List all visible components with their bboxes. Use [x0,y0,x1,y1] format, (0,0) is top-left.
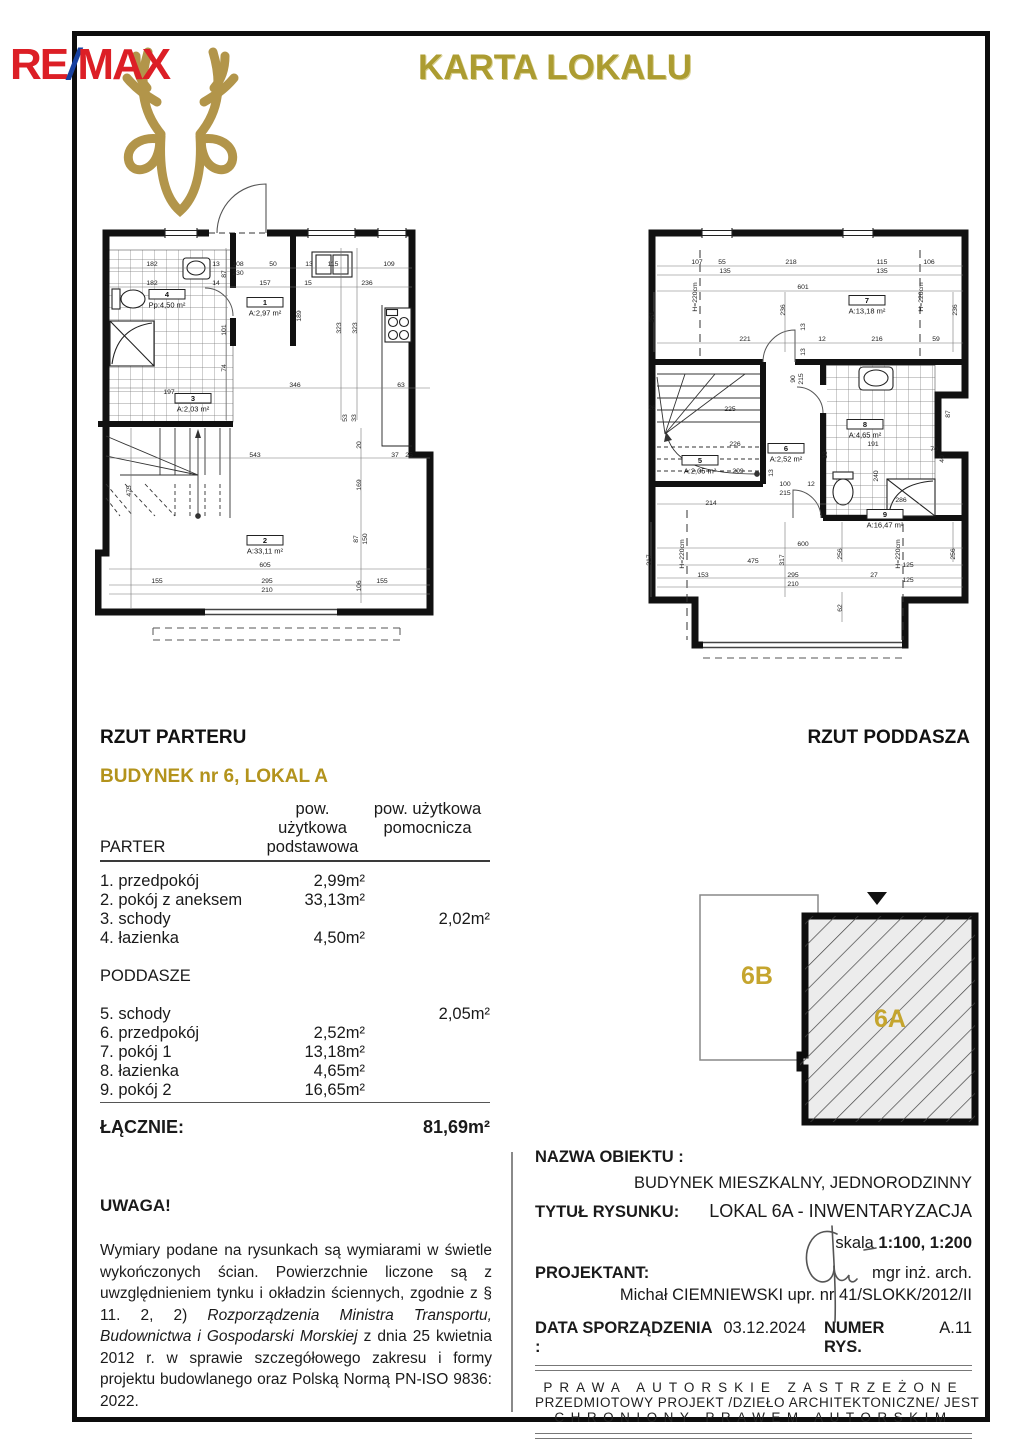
dim-label: H=220cm [895,539,902,569]
cell-basic: 33,13m² [304,891,365,909]
cell-label: 8. łazienka [100,1062,179,1080]
dim-label: 101 [221,324,228,336]
dim-label: 215 [798,373,805,385]
dim-label: 27 [870,572,878,579]
cell-basic [260,1005,365,1024]
dim-label: 14 [212,280,220,287]
dim-label: 74 [221,364,228,372]
table-row [100,1005,490,1024]
dim-label: 215 [779,490,791,497]
dim-label: 153 [697,572,709,579]
dim-label: 125 [902,577,914,584]
section-heading: PODDASZE [100,967,191,985]
parter-floorplan [95,178,440,668]
unit-6b-label: 6B [741,962,773,990]
total-value: 81,69m² [422,1117,490,1137]
dim-label: 53 [342,414,349,422]
parter-caption: RZUT PARTERU [100,727,247,748]
cell-label: 5. schody [100,1005,171,1023]
room-area: A:2,03 m² [176,404,210,414]
dim-label: 115 [327,261,339,268]
skala-row: skala 1:100, 1:200 [835,1234,972,1252]
dim-label: 33 [351,414,358,422]
room-area: A:2,05 m² [683,466,717,476]
cell-basic: 13,18m² [304,1043,365,1061]
cell-basic: 16,65m² [304,1081,365,1099]
dim-label: 150 [362,533,369,545]
table-row [100,1024,490,1043]
cell-aux [365,1081,490,1100]
room-number: 4 [164,290,170,299]
dim-label: 87 [945,410,952,418]
dim-label: 13 [800,348,807,356]
dim-label: 251 [649,311,656,323]
poddasze-caption: RZUT PODDASZA [807,727,970,748]
dim-label: H=220cm [692,282,699,312]
numer-label: NUMER RYS. [823,1319,885,1356]
remax-re: RE [10,40,68,89]
dim-label: 226 [729,441,741,448]
dim-label: H=220cm [918,282,925,312]
dim-label: 605 [259,562,271,569]
poddasze-floorplan [645,222,975,667]
room-area: A:2,52 m² [769,454,803,464]
col-aux: pow. użytkowa pomocnicza [373,800,482,837]
numer-value: A.11 [939,1319,972,1337]
dim-label: 13 [822,451,829,459]
dim-label: 40 [939,455,946,463]
dim-label: 135 [876,268,888,275]
dim-label: 230 [232,270,244,277]
dim-label: 13 [212,261,220,268]
dim-label: 295 [261,578,273,585]
cell-aux: 2,05m² [438,1005,490,1023]
title-block-divider [511,1152,513,1412]
dim-label: 106 [923,259,935,266]
dim-label: 100 [779,481,791,488]
dim-label: 90 [790,375,797,383]
dim-label: 286 [895,497,907,504]
dim-label: 189 [296,310,303,322]
total-label: ŁĄCZNIE: [100,1117,184,1137]
copyright-block [535,1380,980,1425]
cell-basic: 2,99m² [313,872,365,890]
dim-label: 106 [356,580,363,592]
data-value: 03.12.2024 [723,1319,806,1337]
dim-label: 155 [151,578,163,585]
terrace-outline [153,628,400,640]
table-header [100,800,490,857]
dim-label: 108 [232,261,244,268]
dim-label: 601 [797,284,809,291]
dim-label: 225 [724,406,736,413]
dim-label: 26 [648,405,656,412]
col-basic: pow. użytkowa podstawowa [266,800,359,856]
dim-label: 218 [785,259,797,266]
unit-6a-label: 6A [874,1005,906,1033]
dim-label: 135 [719,268,731,275]
copyright-line: CHRONIONY PRAWEM AUTORSKIM [554,1410,953,1425]
tytul-value: LOKAL 6A - INWENTARYZACJA [709,1201,972,1221]
dim-label: H=220cm [679,539,686,569]
copyright-line: PRZEDMIOTOWY PROJEKT /DZIEŁO ARCHITEKTONICZNE/ JEST [535,1395,980,1410]
table-row [100,872,490,891]
cell-basic: 4,50m² [313,929,365,947]
building-heading: BUDYNEK nr 6, LOKAL A [100,766,329,787]
total-row [100,1117,490,1138]
remax-slash: / [67,40,78,89]
cell-aux [365,891,490,910]
terrace-outline [703,658,902,667]
cell-basic [260,910,365,929]
dim-label: 191 [867,441,879,448]
rule [535,1365,972,1371]
entrance-door-arc [217,184,266,233]
dim-label: 221 [739,336,751,343]
dim-label: 13 [768,469,775,477]
cell-aux: 2,02m² [438,910,490,928]
room-area: A:16,47 m² [866,520,904,530]
table-row [100,910,490,929]
note-body: Wymiary podane na rysunkach są wymiarami w świetle wykończonych ścian. Powierzchnie liczone są z uwzględnieniem tynku i okładzin ściennych, zgodnie z § 11. 2, 2) Rozporządzenia Ministra Transportu, Budownictwa i Gospodarski Morskiej z dnia 25 kwietnia 2012 r. w sprawie szczegółowego zakresu i formy projektu budowlanego oraz Polską Normą PN-ISO 9836: 2022. [100,1242,492,1410]
dim-label: 20 [356,441,363,449]
dim-label: 125 [902,562,914,569]
dim-label: 62 [837,604,844,612]
title-block [535,1148,980,1439]
table-row [100,1062,490,1081]
signature [782,1222,892,1327]
room-number: 5 [697,456,703,465]
note-block [100,1196,492,1412]
dim-label: 15 [304,280,312,287]
room-number: 7 [864,296,870,305]
room-area: A:33,11 m² [246,546,284,556]
dim-label: 169 [356,479,363,491]
dim-label: 295 [787,572,799,579]
cell-label: 3. schody [100,910,171,928]
dim-label: 59 [932,336,940,343]
dim-label: 346 [289,382,301,389]
dim-label: 55 [718,259,726,266]
dim-label: 256 [837,548,844,560]
room-area: A:13,18 m² [848,306,886,316]
dim-label: 70 [930,446,938,453]
note-heading: UWAGA! [100,1196,171,1215]
stairs [106,428,230,518]
kitchen-stove [382,305,412,446]
projektant-name: Michał CIEMNIEWSKI upr. nr 41/SLOKK/2012/II [619,1286,972,1304]
cell-label: 2. pokój z aneksem [100,891,243,909]
dim-label: 13 [800,323,807,331]
copyright-line: PRAWA AUTORSKIE ZASTRZEŻONE [543,1380,964,1395]
room-area: A:4,65 m² [848,430,882,440]
room-number: 3 [190,394,196,403]
dim-label: 155 [376,578,388,585]
rule [535,1433,972,1439]
dim-label: 317 [779,554,786,566]
dim-label: 210 [787,581,799,588]
dim-label: 197 [163,389,175,396]
room-number: 2 [262,536,268,545]
table-row [100,1043,490,1062]
dim-label: 216 [871,336,883,343]
table-row [100,1081,490,1100]
cell-aux [365,929,490,948]
dim-label: 210 [261,587,273,594]
north-marker-icon [867,892,887,905]
dim-label: 209 [732,468,744,475]
projektant-label: PROJEKTANT: [535,1264,650,1282]
table-row [100,929,490,948]
dim-label: 115 [876,259,888,266]
dim-label: 182 [146,280,158,287]
room-number: 8 [862,420,868,429]
dim-label: 236 [952,304,959,316]
col-floor: PARTER [100,838,166,856]
cell-label: 4. łazienka [100,929,179,947]
dim-label: 317 [646,554,653,566]
dim-label: 25 [405,452,413,459]
dim-label: 236 [780,304,787,316]
dim-label: 240 [873,470,880,482]
dim-label: 475 [747,558,759,565]
remax-max: MAX [77,40,170,89]
projektant-title: mgr inż. arch. [872,1264,972,1282]
room-area: A:2,97 m² [248,308,282,318]
room-number: 1 [262,298,268,307]
cell-label: 9. pokój 2 [100,1081,172,1099]
tytul-label: TYTUŁ RYSUNKU: [535,1203,680,1221]
dim-label: 323 [352,322,359,334]
dim-label: 157 [259,280,271,287]
area-table [100,800,490,1138]
room-number: 9 [882,510,888,519]
dim-label: 214 [705,500,717,507]
nazwa-value: BUDYNEK MIESZKALNY, JEDNORODZINNY [633,1174,972,1192]
dim-label: 323 [336,322,343,334]
dim-label: 256 [950,548,957,560]
remax-logo [10,40,169,90]
dim-label: 107 [691,259,703,266]
dim-label: 182 [146,261,158,268]
cell-aux [365,872,490,891]
dim-label: 37 [391,452,399,459]
page-title: KARTA LOKALU [417,48,693,87]
dim-label: 543 [249,452,261,459]
cell-label: 6. przedpokój [100,1024,200,1042]
room-number: 6 [783,444,789,453]
dim-label: 109 [383,261,395,268]
cell-label: 1. przedpokój [100,872,200,890]
site-keyplan [690,880,990,1140]
dim-label: 13 [305,261,313,268]
dim-label: 12 [807,481,815,488]
nazwa-label: NAZWA OBIEKTU : [535,1148,684,1166]
dim-label: 236 [361,280,373,287]
table-row [100,891,490,910]
dim-label: 63 [397,382,405,389]
cell-aux [365,1062,490,1081]
cell-basic: 4,65m² [313,1062,365,1080]
cell-label: 7. pokój 1 [100,1043,172,1061]
dim-label: 600 [797,541,809,548]
cell-aux [365,1043,490,1062]
dim-label: 475 [126,485,133,497]
data-label: DATA SPORZĄDZENIA : [535,1319,712,1356]
dim-label: 50 [269,261,277,268]
dim-label: 12 [818,336,826,343]
dim-label: 87 [221,270,228,278]
dim-label: 87 [353,535,360,543]
cell-basic: 2,52m² [313,1024,365,1042]
cell-aux [365,1024,490,1043]
room-area: Pp:4,50 m² [148,300,186,310]
